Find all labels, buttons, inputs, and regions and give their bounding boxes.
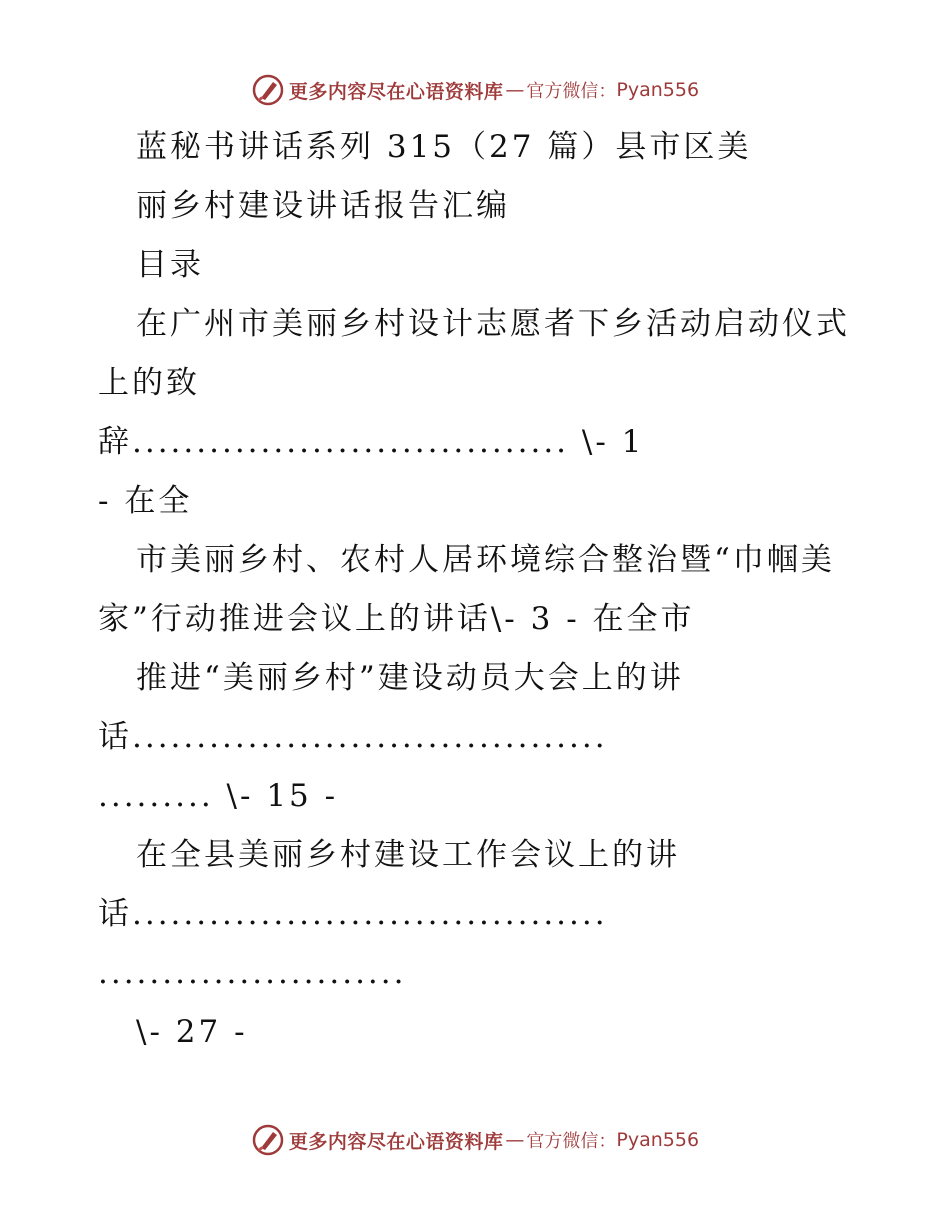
toc-line-7: 推进“美丽乡村”建设动员大会上的讲 bbox=[136, 660, 684, 696]
toc-line-8: 话..................................... bbox=[98, 719, 608, 755]
toc-line-2: 上的致 bbox=[98, 365, 200, 401]
banner-text: 更多内容尽在心语资料库 bbox=[288, 1130, 504, 1153]
toc-line-11: 话..................................... bbox=[98, 896, 608, 932]
banner-wechat-id: Pyan556 bbox=[616, 1129, 700, 1151]
toc-line-13: \- 27 - bbox=[136, 1014, 248, 1050]
toc-line-10: 在全县美丽乡村建设工作会议上的讲 bbox=[136, 837, 680, 873]
footer-watermark-banner bbox=[0, 1120, 950, 1160]
toc-line-5: 市美丽乡村、农村人居环境综合整治暨“巾帼美 bbox=[136, 542, 835, 578]
header-watermark-banner bbox=[0, 70, 950, 110]
quill-pen-logo-icon bbox=[251, 1123, 285, 1157]
banner-separator: — bbox=[505, 79, 525, 101]
banner-wechat-label: 官方微信： bbox=[526, 81, 617, 102]
toc-line-3: 辞.................................. \- 1 bbox=[98, 424, 645, 460]
banner-wechat-label: 官方微信： bbox=[526, 1131, 617, 1152]
doc-title-line-1: 蓝秘书讲话系列 315（27 篇）县市区美 bbox=[136, 129, 752, 165]
toc-line-9: ......... \- 15 - bbox=[98, 778, 339, 814]
banner-wechat-id: Pyan556 bbox=[616, 79, 700, 101]
toc-line-12: ........................ bbox=[98, 955, 407, 991]
toc-line-1: 在广州市美丽乡村设计志愿者下乡活动启动仪式 bbox=[136, 306, 850, 342]
quill-pen-logo-icon bbox=[251, 73, 285, 107]
doc-title-line-2: 丽乡村建设讲话报告汇编 bbox=[136, 188, 510, 224]
document-body bbox=[98, 118, 858, 1062]
toc-line-6: 家”行动推进会议上的讲话\- 3 - 在全市 bbox=[98, 601, 695, 637]
toc-heading: 目录 bbox=[136, 247, 204, 283]
toc-line-4: - 在全 bbox=[98, 483, 193, 519]
banner-separator: — bbox=[505, 1129, 525, 1151]
banner-text: 更多内容尽在心语资料库 bbox=[288, 80, 504, 103]
